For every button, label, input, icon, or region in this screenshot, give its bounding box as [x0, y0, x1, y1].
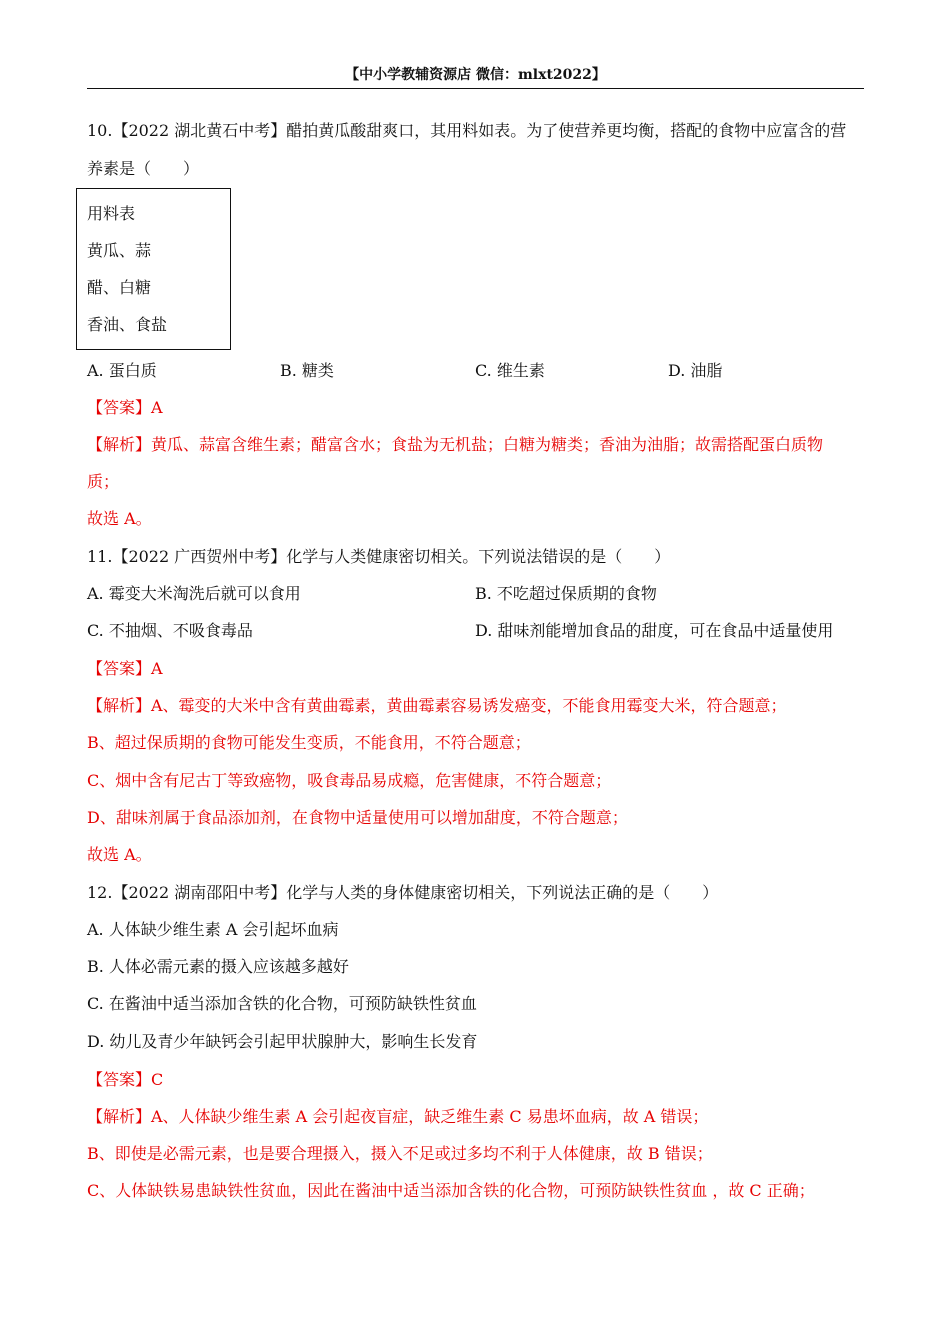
q10-answer: 【答案】A: [87, 398, 163, 417]
ingredient-table: [76, 188, 231, 350]
q11-stem: 11.【2022 广西贺州中考】化学与人类健康密切相关。下列说法错误的是（ ）: [87, 547, 671, 566]
ingredient-row: 黄瓜、蒜: [87, 241, 152, 260]
q11-option-b: B. 不吃超过保质期的食物: [475, 584, 657, 603]
q11-analysis-line: C、烟中含有尼古丁等致癌物，吸食毒品易成瘾，危害健康，不符合题意；: [87, 771, 612, 790]
q11-option-c: C. 不抽烟、不吸食毒品: [87, 621, 253, 640]
q10-conclusion: 故选 A。: [87, 509, 152, 528]
q10-option-b: B. 糖类: [280, 361, 334, 380]
q11-option-d: D. 甜味剂能增加食品的甜度，可在食品中适量使用: [475, 621, 834, 640]
q12-stem: 12.【2022 湖南邵阳中考】化学与人类的身体健康密切相关，下列说法正确的是（ ）: [87, 883, 719, 902]
q10-analysis-line1: 【解析】黄瓜、蒜富含维生素；醋富含水；食盐为无机盐；白糖为糖类；香油为油脂；故需搭配蛋白质物: [87, 435, 824, 454]
ingredient-row: 醋、白糖: [87, 278, 152, 297]
q12-analysis-line: 【解析】A、人体缺少维生素 A 会引起夜盲症，缺乏维生素 C 易患坏血病，故 A 错误；: [87, 1107, 709, 1126]
q11-answer: 【答案】A: [87, 659, 163, 678]
q11-option-a: A. 霉变大米淘洗后就可以食用: [87, 584, 301, 603]
q12-option-b: B. 人体必需元素的摄入应该越多越好: [87, 957, 349, 976]
page-header: 【中小学教辅资源店 微信：mlxt2022】: [87, 64, 864, 89]
q10-stem-line1: 10.【2022 湖北黄石中考】醋拍黄瓜酸甜爽口，其用料如表。为了使营养更均衡，搭配的食物中应富含的营: [87, 121, 847, 140]
q10-stem-line2: 养素是（ ）: [87, 159, 200, 178]
q10-analysis-line2: 质；: [87, 472, 120, 491]
q10-option-c: C. 维生素: [475, 361, 545, 380]
q11-analysis-line: D、甜味剂属于食品添加剂，在食物中适量使用可以增加甜度，不符合题意；: [87, 808, 628, 827]
q10-option-d: D. 油脂: [668, 361, 723, 380]
q11-analysis-line: B、超过保质期的食物可能发生变质，不能食用，不符合题意；: [87, 733, 531, 752]
ingredient-row: 香油、食盐: [87, 315, 168, 334]
q12-option-a: A. 人体缺少维生素 A 会引起坏血病: [87, 920, 339, 939]
q12-option-c: C. 在酱油中适当添加含铁的化合物，可预防缺铁性贫血: [87, 994, 477, 1013]
q11-analysis-line: 【解析】A、霉变的大米中含有黄曲霉素，黄曲霉素容易诱发癌变，不能食用霉变大米，符合题意；: [87, 696, 787, 715]
q11-conclusion: 故选 A。: [87, 845, 152, 864]
q12-analysis-line: B、即使是必需元素，也是要合理摄入，摄入不足或过多均不利于人体健康，故 B 错误；: [87, 1144, 713, 1163]
q10-option-a: A. 蛋白质: [87, 361, 157, 380]
q12-option-d: D. 幼儿及青少年缺钙会引起甲状腺肿大，影响生长发育: [87, 1032, 478, 1051]
q12-answer: 【答案】C: [87, 1070, 164, 1089]
q12-analysis-line: C、人体缺铁易患缺铁性贫血，因此在酱油中适当添加含铁的化合物，可预防缺铁性贫血 ，故 C 正确；: [87, 1181, 815, 1200]
ingredient-table-title: 用料表: [87, 204, 136, 223]
